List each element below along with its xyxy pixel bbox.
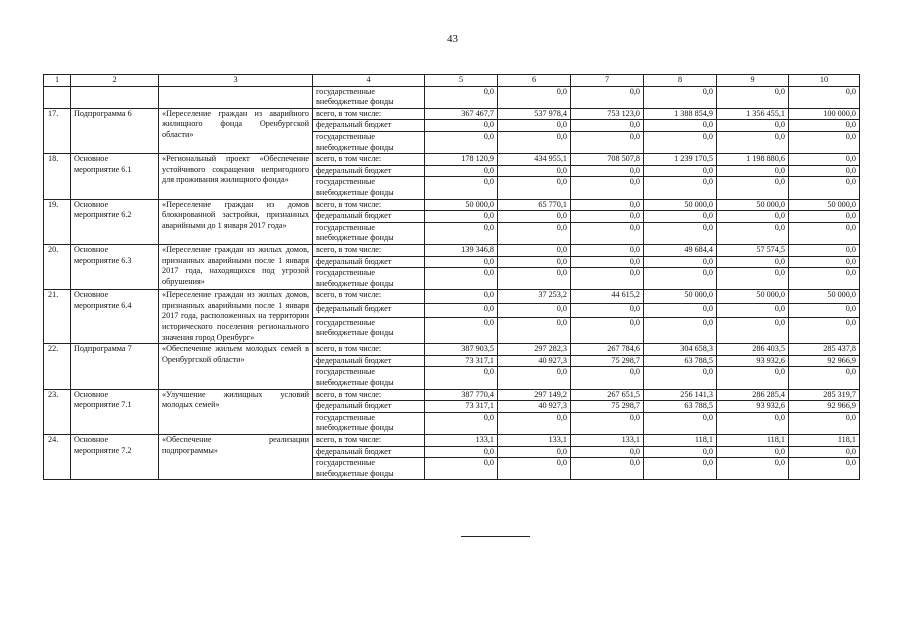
amount-cell: 0,0: [571, 199, 644, 211]
amount-cell: 0,0: [717, 304, 789, 318]
amount-cell: 0,0: [571, 244, 644, 256]
row-number: 24.: [44, 435, 71, 480]
program-description: «Переселение граждан из жилых домов, признанных аварийными после 1 января 2017 года, находящихся под угрозой обрушения»: [159, 244, 313, 289]
amount-cell: 0,0: [498, 120, 571, 132]
amount-cell: 63 788,5: [644, 401, 717, 413]
amount-cell: 0,0: [571, 222, 644, 244]
amount-cell: 0,0: [644, 222, 717, 244]
amount-cell: 0,0: [498, 222, 571, 244]
amount-cell: 57 574,5: [717, 244, 789, 256]
amount-cell: 0,0: [571, 256, 644, 268]
amount-cell: 0,0: [425, 120, 498, 132]
amount-cell: 0,0: [717, 120, 789, 132]
amount-cell: 267 651,5: [571, 389, 644, 401]
header-cell: 2: [71, 75, 159, 87]
amount-cell: 0,0: [789, 458, 860, 480]
amount-cell: 178 120,9: [425, 154, 498, 166]
amount-cell: 93 932,6: [717, 355, 789, 367]
amount-cell: 256 141,3: [644, 389, 717, 401]
amount-cell: 75 298,7: [571, 355, 644, 367]
program-description: [159, 86, 313, 108]
amount-cell: 0,0: [498, 446, 571, 458]
amount-cell: 1 356 455,1: [717, 108, 789, 120]
amount-cell: 0,0: [425, 268, 498, 290]
amount-cell: 0,0: [498, 304, 571, 318]
table-row: [44, 389, 860, 401]
funding-source: государственные внебюджетные фонды: [313, 131, 425, 153]
amount-cell: 0,0: [789, 131, 860, 153]
amount-cell: 0,0: [498, 256, 571, 268]
amount-cell: 0,0: [571, 412, 644, 434]
amount-cell: 1 198 880,6: [717, 154, 789, 166]
amount-cell: 0,0: [717, 268, 789, 290]
amount-cell: 0,0: [425, 165, 498, 177]
funding-source: всего, в том числе:: [313, 199, 425, 211]
amount-cell: 0,0: [717, 256, 789, 268]
amount-cell: 118,1: [644, 435, 717, 447]
funding-source: федеральный бюджет: [313, 165, 425, 177]
amount-cell: 0,0: [644, 446, 717, 458]
amount-cell: 40 927,3: [498, 355, 571, 367]
amount-cell: 0,0: [789, 165, 860, 177]
amount-cell: 304 658,3: [644, 344, 717, 356]
program-description: «Улучшение жилищных условий молодых семей»: [159, 389, 313, 434]
amount-cell: 0,0: [425, 256, 498, 268]
header-cell: 10: [789, 75, 860, 87]
amount-cell: 0,0: [789, 317, 860, 343]
row-number: 17.: [44, 108, 71, 153]
amount-cell: 0,0: [571, 458, 644, 480]
amount-cell: 92 966,9: [789, 355, 860, 367]
amount-cell: 0,0: [571, 120, 644, 132]
amount-cell: 0,0: [425, 412, 498, 434]
funding-source: государственные внебюджетные фонды: [313, 177, 425, 199]
amount-cell: 0,0: [425, 86, 498, 108]
amount-cell: 0,0: [717, 131, 789, 153]
amount-cell: 50 000,0: [644, 290, 717, 304]
amount-cell: 0,0: [425, 317, 498, 343]
amount-cell: 133,1: [425, 435, 498, 447]
amount-cell: 0,0: [425, 222, 498, 244]
amount-cell: 0,0: [789, 177, 860, 199]
budget-table: [43, 74, 860, 480]
row-number: 20.: [44, 244, 71, 289]
amount-cell: 0,0: [571, 86, 644, 108]
amount-cell: 0,0: [644, 256, 717, 268]
program-description: «Переселение граждан из аварийного жилищного фонда Оренбургской области»: [159, 108, 313, 153]
amount-cell: 387 903,5: [425, 344, 498, 356]
funding-source: всего, в том числе:: [313, 389, 425, 401]
amount-cell: 297 282,3: [498, 344, 571, 356]
amount-cell: 0,0: [644, 304, 717, 318]
amount-cell: 0,0: [644, 211, 717, 223]
row-number: 18.: [44, 154, 71, 199]
funding-source: федеральный бюджет: [313, 256, 425, 268]
funding-source: всего, в том числе:: [313, 154, 425, 166]
amount-cell: 133,1: [571, 435, 644, 447]
amount-cell: 387 770,4: [425, 389, 498, 401]
program-name: Подпрограмма 6: [71, 108, 159, 153]
amount-cell: 44 615,2: [571, 290, 644, 304]
table-row: [44, 344, 860, 356]
amount-cell: 753 123,0: [571, 108, 644, 120]
amount-cell: 50 000,0: [717, 199, 789, 211]
amount-cell: 0,0: [717, 211, 789, 223]
table-row: [44, 435, 860, 447]
amount-cell: 0,0: [717, 412, 789, 434]
amount-cell: 0,0: [571, 367, 644, 389]
amount-cell: 0,0: [571, 446, 644, 458]
amount-cell: 0,0: [644, 317, 717, 343]
header-row: [44, 75, 860, 87]
amount-cell: 0,0: [644, 120, 717, 132]
amount-cell: 0,0: [644, 131, 717, 153]
program-name: Основное мероприятие 6.1: [71, 154, 159, 199]
amount-cell: 0,0: [498, 86, 571, 108]
amount-cell: 1 388 854,9: [644, 108, 717, 120]
amount-cell: 0,0: [789, 412, 860, 434]
amount-cell: 0,0: [644, 458, 717, 480]
header-cell: 8: [644, 75, 717, 87]
program-name: Основное мероприятие 7.1: [71, 389, 159, 434]
amount-cell: 0,0: [717, 86, 789, 108]
funding-source: всего, в том числе:: [313, 435, 425, 447]
amount-cell: 0,0: [571, 211, 644, 223]
amount-cell: 0,0: [498, 317, 571, 343]
table-row: [44, 154, 860, 166]
amount-cell: 0,0: [789, 304, 860, 318]
amount-cell: 0,0: [498, 412, 571, 434]
amount-cell: 0,0: [789, 120, 860, 132]
amount-cell: 0,0: [425, 211, 498, 223]
amount-cell: 0,0: [571, 304, 644, 318]
funding-source: государственные внебюджетные фонды: [313, 367, 425, 389]
row-number: 23.: [44, 389, 71, 434]
amount-cell: 0,0: [717, 177, 789, 199]
amount-cell: 0,0: [644, 86, 717, 108]
header-cell: 7: [571, 75, 644, 87]
table-row: [44, 108, 860, 120]
amount-cell: 0,0: [571, 131, 644, 153]
amount-cell: 0,0: [717, 446, 789, 458]
amount-cell: 100 000,0: [789, 108, 860, 120]
amount-cell: 0,0: [498, 367, 571, 389]
funding-source: государственные внебюджетные фонды: [313, 458, 425, 480]
amount-cell: 40 927,3: [498, 401, 571, 413]
amount-cell: 0,0: [498, 244, 571, 256]
amount-cell: 0,0: [789, 86, 860, 108]
program-name: [71, 86, 159, 108]
amount-cell: 73 317,1: [425, 401, 498, 413]
funding-source: федеральный бюджет: [313, 304, 425, 318]
amount-cell: 65 770,1: [498, 199, 571, 211]
amount-cell: 0,0: [425, 177, 498, 199]
program-name: Основное мероприятие 7.2: [71, 435, 159, 480]
amount-cell: 0,0: [571, 317, 644, 343]
amount-cell: 537 978,4: [498, 108, 571, 120]
amount-cell: 0,0: [571, 268, 644, 290]
amount-cell: 50 000,0: [789, 290, 860, 304]
amount-cell: 285 319,7: [789, 389, 860, 401]
amount-cell: 434 955,1: [498, 154, 571, 166]
amount-cell: 118,1: [789, 435, 860, 447]
row-number: 19.: [44, 199, 71, 244]
program-name: Подпрограмма 7: [71, 344, 159, 389]
amount-cell: 0,0: [425, 446, 498, 458]
amount-cell: 0,0: [425, 290, 498, 304]
funding-source: государственные внебюджетные фонды: [313, 412, 425, 434]
funding-source: государственные внебюджетные фонды: [313, 317, 425, 343]
amount-cell: 0,0: [789, 222, 860, 244]
amount-cell: 0,0: [717, 165, 789, 177]
funding-source: федеральный бюджет: [313, 401, 425, 413]
row-number: 22.: [44, 344, 71, 389]
program-description: «Переселение граждан из жилых домов, признанных аварийными после 1 января 2017 года, расположенных на территории исторического поселения регионального значения город Оренбург»: [159, 290, 313, 344]
program-name: Основное мероприятие 6.4: [71, 290, 159, 344]
header-cell: 1: [44, 75, 71, 87]
funding-source: государственные внебюджетные фонды: [313, 86, 425, 108]
amount-cell: 139 346,8: [425, 244, 498, 256]
amount-cell: 118,1: [717, 435, 789, 447]
amount-cell: 0,0: [571, 165, 644, 177]
funding-source: федеральный бюджет: [313, 446, 425, 458]
amount-cell: 0,0: [789, 367, 860, 389]
amount-cell: 708 507,8: [571, 154, 644, 166]
amount-cell: 92 966,9: [789, 401, 860, 413]
header-cell: 6: [498, 75, 571, 87]
program-name: Основное мероприятие 6.3: [71, 244, 159, 289]
header-cell: 9: [717, 75, 789, 87]
program-description: «Обеспечение реализации подпрограммы»: [159, 435, 313, 480]
amount-cell: 0,0: [717, 222, 789, 244]
funding-source: всего, в том числе:: [313, 290, 425, 304]
amount-cell: 0,0: [717, 458, 789, 480]
table-row: [44, 86, 860, 108]
amount-cell: 297 149,2: [498, 389, 571, 401]
program-description: «Региональный проект «Обеспечение устойчивого сокращения непригодного для проживания жилищного фонда»: [159, 154, 313, 199]
amount-cell: 286 403,5: [717, 344, 789, 356]
program-description: «Переселение граждан из домов блокированной застройки, признанных аварийными до 1 января 2017 года»: [159, 199, 313, 244]
amount-cell: 0,0: [571, 177, 644, 199]
amount-cell: 267 784,6: [571, 344, 644, 356]
amount-cell: 0,0: [717, 317, 789, 343]
funding-source: всего, в том числе:: [313, 244, 425, 256]
amount-cell: 50 000,0: [789, 199, 860, 211]
funding-source: всего, в том числе:: [313, 108, 425, 120]
amount-cell: 0,0: [789, 446, 860, 458]
funding-source: всего, в том числе:: [313, 344, 425, 356]
amount-cell: 50 000,0: [717, 290, 789, 304]
amount-cell: 49 684,4: [644, 244, 717, 256]
amount-cell: 0,0: [498, 177, 571, 199]
amount-cell: 0,0: [498, 165, 571, 177]
amount-cell: 0,0: [789, 268, 860, 290]
amount-cell: 0,0: [644, 412, 717, 434]
amount-cell: 63 788,5: [644, 355, 717, 367]
amount-cell: 93 932,6: [717, 401, 789, 413]
amount-cell: 0,0: [425, 304, 498, 318]
amount-cell: 0,0: [717, 367, 789, 389]
row-number: [44, 86, 71, 108]
funding-source: государственные внебюджетные фонды: [313, 268, 425, 290]
funding-source: государственные внебюджетные фонды: [313, 222, 425, 244]
amount-cell: 0,0: [425, 458, 498, 480]
header-cell: 5: [425, 75, 498, 87]
amount-cell: 133,1: [498, 435, 571, 447]
amount-cell: 0,0: [498, 211, 571, 223]
funding-source: федеральный бюджет: [313, 120, 425, 132]
program-description: «Обеспечение жильем молодых семей в Оренбургской области»: [159, 344, 313, 389]
amount-cell: 0,0: [498, 268, 571, 290]
amount-cell: 285 437,8: [789, 344, 860, 356]
footnote-divider: [461, 536, 530, 537]
amount-cell: 0,0: [644, 268, 717, 290]
amount-cell: 50 000,0: [644, 199, 717, 211]
amount-cell: 286 285,4: [717, 389, 789, 401]
table-body: [44, 86, 860, 480]
table-row: [44, 244, 860, 256]
funding-source: федеральный бюджет: [313, 355, 425, 367]
amount-cell: 50 000,0: [425, 199, 498, 211]
funding-source: федеральный бюджет: [313, 211, 425, 223]
amount-cell: 0,0: [789, 256, 860, 268]
amount-cell: 0,0: [644, 367, 717, 389]
amount-cell: 1 239 170,5: [644, 154, 717, 166]
program-name: Основное мероприятие 6.2: [71, 199, 159, 244]
table-row: [44, 199, 860, 211]
amount-cell: 0,0: [789, 154, 860, 166]
amount-cell: 0,0: [789, 244, 860, 256]
row-number: 21.: [44, 290, 71, 344]
amount-cell: 37 253,2: [498, 290, 571, 304]
amount-cell: 0,0: [644, 165, 717, 177]
amount-cell: 0,0: [425, 131, 498, 153]
amount-cell: 367 467,7: [425, 108, 498, 120]
amount-cell: 0,0: [498, 458, 571, 480]
amount-cell: 0,0: [644, 177, 717, 199]
amount-cell: 0,0: [498, 131, 571, 153]
header-cell: 4: [313, 75, 425, 87]
amount-cell: 75 298,7: [571, 401, 644, 413]
amount-cell: 0,0: [789, 211, 860, 223]
page-number: 43: [447, 33, 458, 45]
header-cell: 3: [159, 75, 313, 87]
table-header: [44, 75, 860, 87]
amount-cell: 73 317,1: [425, 355, 498, 367]
table-row: [44, 290, 860, 304]
amount-cell: 0,0: [425, 367, 498, 389]
